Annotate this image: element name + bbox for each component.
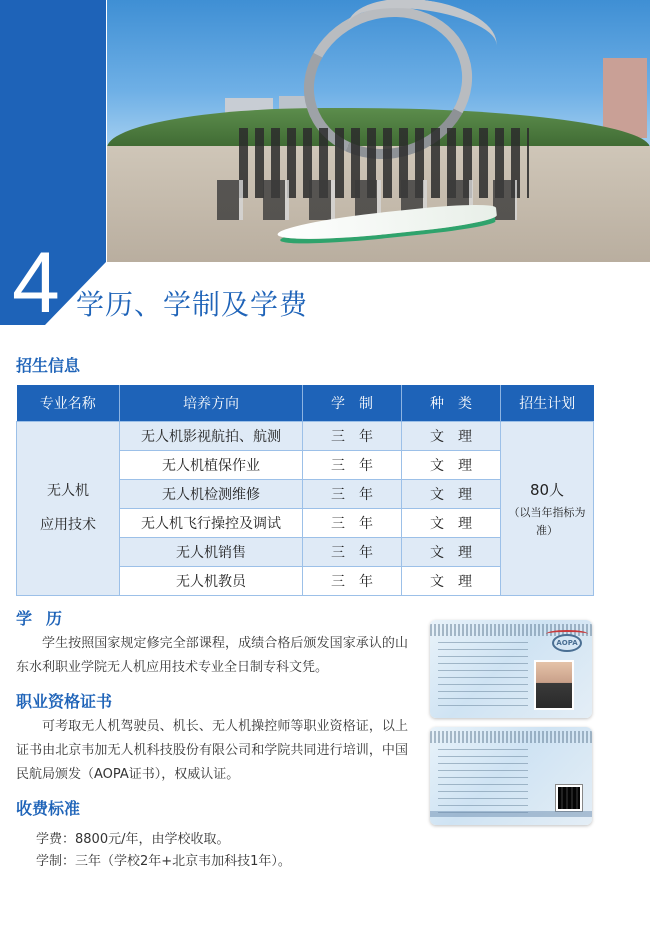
card-footer-stripe <box>430 811 592 817</box>
major-cell <box>17 421 120 595</box>
category-cell: 文 理 <box>402 479 501 508</box>
certificate-heading: 职业资格证书 <box>16 692 113 711</box>
aopa-certificate-back <box>430 727 592 825</box>
tuition-line: 学费：8800元/年，由学校收取。 <box>36 832 230 847</box>
duration-cell: 三 年 <box>303 479 402 508</box>
category-cell: 文 理 <box>402 450 501 479</box>
col-header-direction: 培养方向 <box>120 385 303 421</box>
plan-count: 80人 <box>529 481 565 499</box>
card-header-text <box>430 731 592 743</box>
section-title: 学历、学制及学费 <box>76 288 309 321</box>
duration-cell: 三 年 <box>303 421 402 450</box>
table-row <box>17 421 594 450</box>
duration-cell: 三 年 <box>303 537 402 566</box>
category-cell: 文 理 <box>402 537 501 566</box>
category-cell: 文 理 <box>402 508 501 537</box>
category-cell: 文 理 <box>402 421 501 450</box>
admission-table <box>16 385 594 596</box>
certificate-text: 可考取无人机驾驶员、机长、无人机操控师等职业资格证，以上证书由北京韦加无人机科技股份有限公司和学院共同进行培训，中国民航局颁发（AOPA证书），权威认证。 <box>16 719 408 782</box>
direction-cell: 无人机飞行操控及调试 <box>120 508 303 537</box>
plan-note: （以当年指标为准） <box>508 506 586 537</box>
holder-portrait <box>534 660 574 710</box>
major-name-line1: 无人机 <box>47 483 89 499</box>
duration-cell: 三 年 <box>303 566 402 595</box>
qr-code-icon <box>556 785 582 811</box>
category-cell: 文 理 <box>402 566 501 595</box>
direction-cell: 无人机教员 <box>120 566 303 595</box>
col-header-plan: 招生计划 <box>501 385 594 421</box>
aopa-certificate-front <box>430 620 592 718</box>
fees-heading: 收费标准 <box>16 799 81 818</box>
direction-cell: 无人机检测维修 <box>120 479 303 508</box>
card-field-lines <box>438 749 528 813</box>
direction-cell: 无人机影视航拍、航测 <box>120 421 303 450</box>
direction-cell: 无人机销售 <box>120 537 303 566</box>
section-number: 4 <box>12 235 58 331</box>
education-text: 学生按照国家规定修完全部课程，成绩合格后颁发国家承认的山东水利职业学院无人机应用技术专业全日制专科文凭。 <box>16 636 408 675</box>
plan-cell <box>501 421 594 595</box>
duration-cell: 三 年 <box>303 508 402 537</box>
direction-cell: 无人机植保作业 <box>120 450 303 479</box>
schooling-line: 学制：三年（学校2年+北京韦加科技1年）。 <box>36 854 291 869</box>
admission-heading: 招生信息 <box>16 356 81 375</box>
major-name-line2: 应用技术 <box>40 517 96 533</box>
col-header-duration: 学 制 <box>303 385 402 421</box>
aopa-logo: AOPA <box>552 634 582 652</box>
col-header-category: 种 类 <box>402 385 501 421</box>
table-header-row <box>17 385 594 421</box>
building <box>603 58 647 138</box>
team-photo <box>107 0 650 262</box>
duration-cell: 三 年 <box>303 450 402 479</box>
card-field-lines <box>438 642 528 706</box>
col-header-major: 专业名称 <box>17 385 120 421</box>
education-heading: 学历 <box>16 609 77 628</box>
